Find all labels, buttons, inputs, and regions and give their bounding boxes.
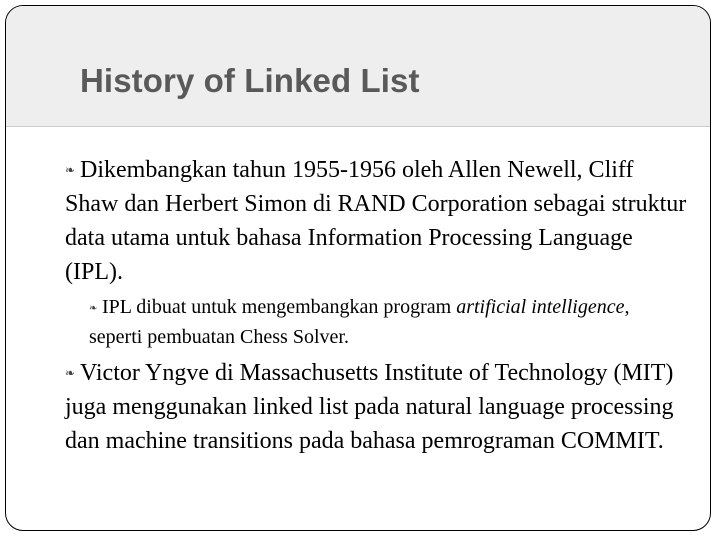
sub-bullet-item-1 xyxy=(89,293,649,351)
bullet-icon: ❧ xyxy=(89,303,98,314)
bullet-item-2 xyxy=(65,356,691,458)
sub-bullet-text-italic: artificial intelligence xyxy=(456,296,625,318)
slide-title: History of Linked List xyxy=(80,62,420,99)
bullet-item-1 xyxy=(65,153,691,289)
slide-frame xyxy=(5,5,711,531)
bullet-icon: ❧ xyxy=(65,163,76,177)
bullet-text: Victor Yngve di Massachusetts Institute of Technology (MIT) juga menggunakan linked list pada natural language processing dan machine transitions pada bahasa pemrograman COMMIT. xyxy=(65,360,674,454)
bullet-text: Dikembangkan tahun 1955-1956 oleh Allen Newell, Cliff Shaw dan Herbert Simon di RAND Corporation sebagai struktur data utama untuk bahasa Information Processing Language (IPL). xyxy=(65,157,687,285)
sub-bullet-text-before: IPL dibuat untuk mengembangkan program xyxy=(102,296,457,318)
bullet-icon: ❧ xyxy=(65,366,76,380)
sub-bullet-text-after: , seperti pembuatan Chess Solver. xyxy=(89,296,630,348)
slide-content xyxy=(6,6,710,530)
